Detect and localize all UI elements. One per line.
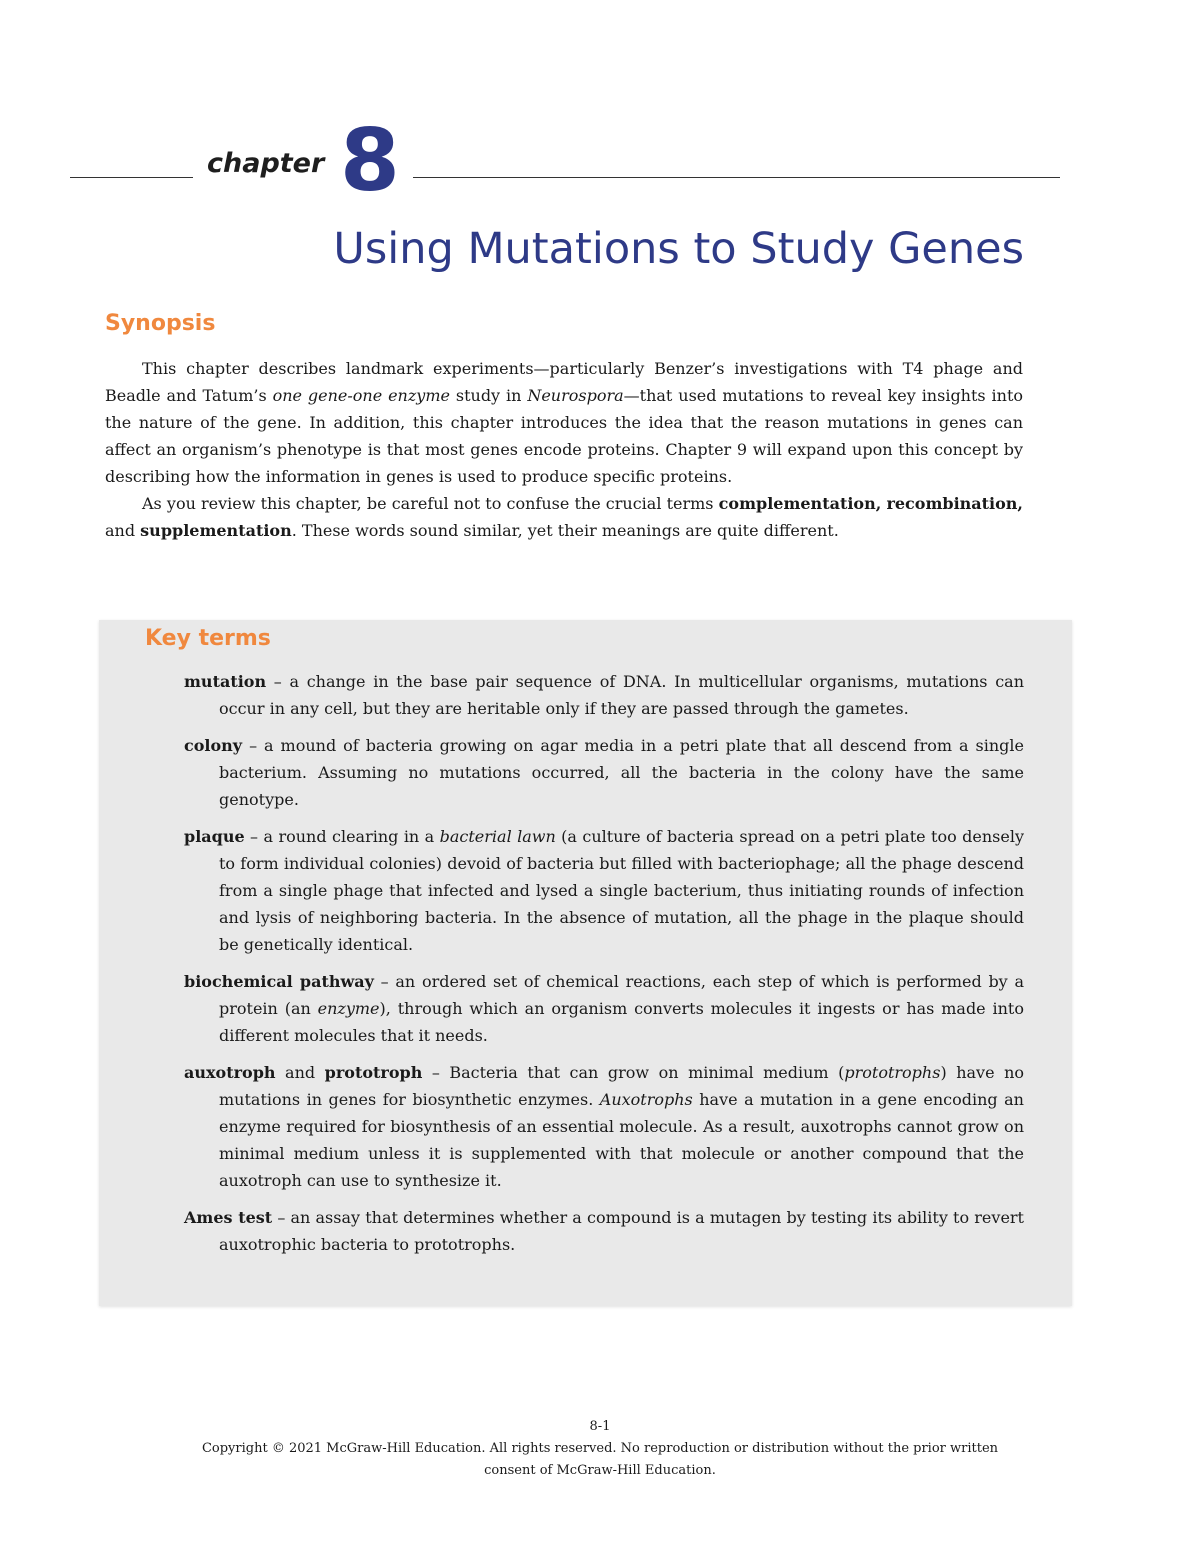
term-colony: colony – a mound of bacteria growing on agar media in a petri plate that all descend from a single bacterium. Assuming no mutations occurred, all the bacteria in the colony have the same genotype. [184, 736, 1024, 809]
chapter-number: 8 [340, 111, 400, 211]
term-biochemical-pathway: biochemical pathway – an ordered set of chemical reactions, each step of which is performed by a protein (an enzyme), through which an organism converts molecules it ingests or has made into different molecules that it needs. [184, 972, 1024, 1045]
synopsis-heading: Synopsis [105, 311, 216, 336]
header-rule-left [70, 177, 193, 178]
chapter-header [70, 111, 1060, 211]
page-title: Using Mutations to Study Genes [333, 224, 1024, 274]
term-ames-test: Ames test – an assay that determines whether a compound is a mutagen by testing its ability to revert auxotrophic bacteria to prototrophs. [184, 1208, 1024, 1254]
page-number: 8-1 [589, 1419, 611, 1434]
key-terms-list [184, 668, 1024, 1268]
synopsis-paragraph-2: As you review this chapter, be careful not to confuse the crucial terms complementation, recombination, and supplementation. These words sound similar, yet their meanings are quite different. [105, 494, 1023, 540]
key-terms-heading: Key terms [145, 626, 271, 651]
synopsis-body [105, 355, 1023, 544]
chapter-label: chapter [207, 148, 325, 179]
page-footer [0, 1416, 1200, 1482]
header-rule-right [413, 177, 1060, 178]
synopsis-paragraph-1: This chapter describes landmark experiments—particularly Benzer’s investigations with T4 phage and Beadle and Tatum’s one gene-one enzyme study in Neurospora—that used mutations to reveal key insights into the nature of the gene. In addition, this chapter introduces the idea that the reason mutations in genes can affect an organism’s phenotype is that most genes encode proteins. Chapter 9 will expand upon this concept by describing how the information in genes is used to produce specific proteins. [105, 359, 1024, 486]
key-terms-box [99, 620, 1072, 1306]
term-auxotroph-prototroph: auxotroph and prototroph – Bacteria that can grow on minimal medium (prototrophs) have no mutations in genes for biosynthetic enzymes. Auxotrophs have a mutation in a gene encoding an enzyme required for biosynthesis of an essential molecule. As a result, auxotrophs cannot grow on minimal medium unless it is supplemented with that molecule or another compound that the auxotroph can use to synthesize it. [184, 1063, 1025, 1190]
copyright-notice: Copyright © 2021 McGraw-Hill Education. All rights reserved. No reproduction or distribution without the prior written consent of McGraw-Hill Education. [201, 1441, 999, 1478]
term-mutation: mutation – a change in the base pair sequence of DNA. In multicellular organisms, mutations can occur in any cell, but they are heritable only if they are passed through the gametes. [184, 672, 1024, 718]
term-plaque: plaque – a round clearing in a bacterial lawn (a culture of bacteria spread on a petri plate too densely to form individual colonies) devoid of bacteria but filled with bacteriophage; all the phage descend from a single phage that infected and lysed a single bacterium, thus initiating rounds of infection and lysis of neighboring bacteria. In the absence of mutation, all the phage in the plaque should be genetically identical. [184, 827, 1024, 954]
